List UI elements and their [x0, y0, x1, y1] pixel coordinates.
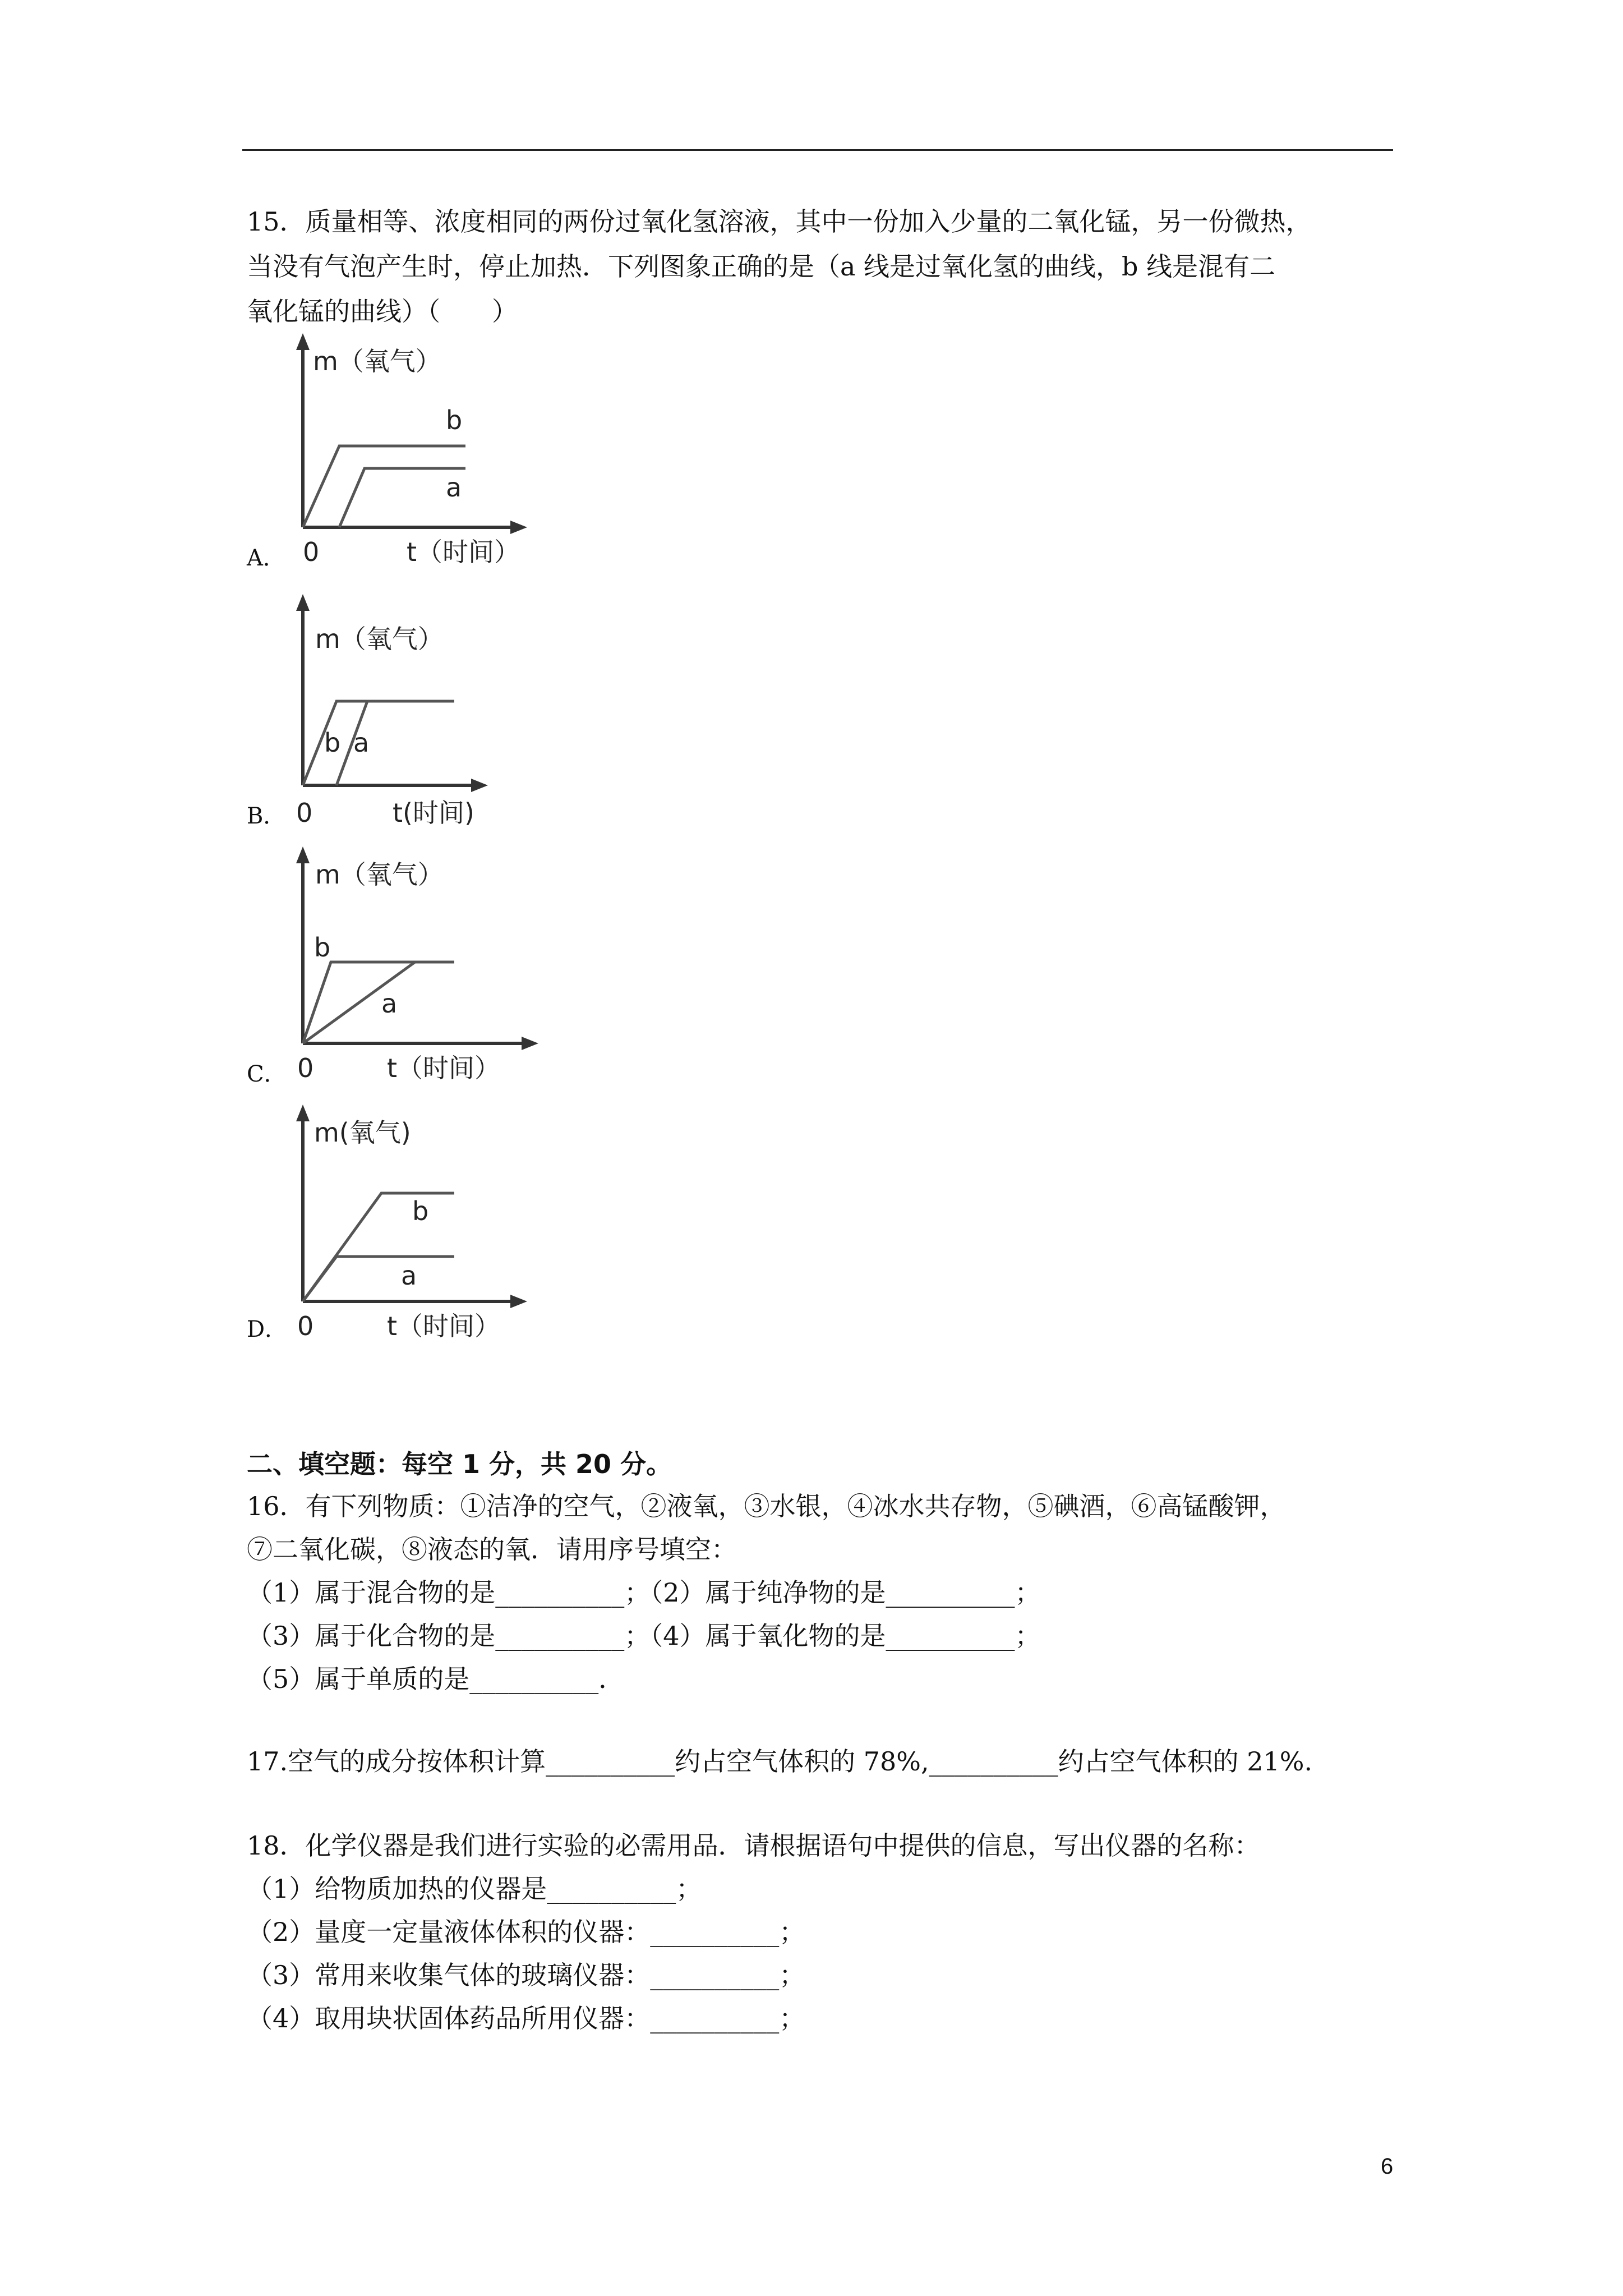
question-15-line-3: 氧化锰的曲线）（ ） [247, 296, 518, 326]
y-axis-label: m(氧气) [314, 1117, 411, 1148]
y-axis-arrow [296, 1105, 310, 1121]
x-axis-label: t（时间） [407, 537, 520, 567]
origin-label: 0 [303, 537, 320, 567]
option-c-graph [280, 844, 550, 1093]
option-a-letter: A． [247, 545, 285, 571]
option-d-letter: D． [247, 1317, 288, 1342]
page-number: 6 [1381, 2154, 1394, 2179]
origin-label: 0 [296, 798, 313, 828]
question-16-line-5: （5）属于单质的是__________． [247, 1664, 625, 1694]
y-axis-label: m（氧气） [313, 346, 441, 376]
curve-a [303, 1257, 454, 1301]
x-axis-arrow [522, 1037, 538, 1050]
curve-a-label: a [446, 472, 462, 503]
question-16-line-1: 16．有下列物质：①洁净的空气，②液氧，③水银，④冰水共存物，⑤碘酒，⑥高锰酸钾， [247, 1491, 1286, 1521]
x-axis-arrow [510, 521, 527, 534]
curve-b-label: b [324, 728, 341, 758]
y-axis-label: m（氧气） [315, 624, 444, 654]
question-15-line-1: 15．质量相等、浓度相同的两份过氧化氢溶液，其中一份加入少量的二氧化锰，另一份微热， [247, 206, 1312, 237]
option-c-letter: C． [247, 1061, 287, 1087]
y-axis-arrow [296, 333, 310, 350]
x-axis-label: t（时间） [387, 1311, 501, 1341]
header-rule [242, 149, 1393, 151]
curve-b [303, 1193, 454, 1301]
option-b-graph [280, 592, 550, 841]
option-a-graph [280, 331, 550, 580]
question-15-line-2: 当没有气泡产生时，停止加热．下列图象正确的是（a 线是过氧化氢的曲线，b 线是混有二 [247, 251, 1276, 282]
origin-label: 0 [297, 1053, 314, 1083]
question-17-line-1: 17.空气的成分按体积计算__________约占空气体积的 78%,__________约占空气体积的 21%. [247, 1746, 1313, 1777]
curve-b-label: b [446, 405, 463, 435]
question-18-line-4: （3）常用来收集气体的玻璃仪器：__________； [247, 1960, 805, 1990]
question-16-line-3: （1）属于混合物的是__________；（2）属于纯净物的是__________； [247, 1577, 1041, 1608]
x-axis-label: t（时间） [387, 1053, 501, 1083]
x-axis-arrow [471, 779, 488, 792]
question-18-line-3: （2）量度一定量液体体积的仪器：__________； [247, 1917, 805, 1947]
curve-b-label: b [412, 1196, 429, 1226]
option-b-letter: B． [247, 803, 286, 829]
question-16-line-4: （3）属于化合物的是__________；（4）属于氧化物的是__________； [247, 1621, 1041, 1651]
curve-a [303, 962, 415, 1043]
x-axis-label: t(时间) [393, 798, 474, 828]
x-axis-arrow [510, 1295, 527, 1308]
curve-a-label: a [353, 728, 370, 758]
question-18-line-2: （1）给物质加热的仪器是__________； [247, 1874, 702, 1904]
y-axis-arrow [296, 846, 310, 863]
question-16-line-2: ⑦二氧化碳，⑧液态的氧．请用序号填空： [247, 1534, 737, 1565]
curve-a-label: a [401, 1260, 417, 1291]
y-axis-arrow [296, 594, 310, 611]
origin-label: 0 [297, 1311, 314, 1341]
curve-a-label: a [381, 988, 398, 1019]
curve-b-label: b [314, 932, 331, 963]
y-axis-label: m（氧气） [315, 859, 444, 890]
question-18-line-1: 18．化学仪器是我们进行实验的必需用品．请根据语句中提供的信息，写出仪器的名称： [247, 1830, 1260, 1861]
question-18-line-5: （4）取用块状固体药品所用仪器：__________； [247, 2003, 805, 2033]
section-2-heading: 二、填空题：每空 1 分，共 20 分。 [247, 1449, 672, 1479]
curve-b [303, 446, 465, 527]
option-d-graph [280, 1102, 550, 1351]
curve-b [303, 962, 454, 1043]
